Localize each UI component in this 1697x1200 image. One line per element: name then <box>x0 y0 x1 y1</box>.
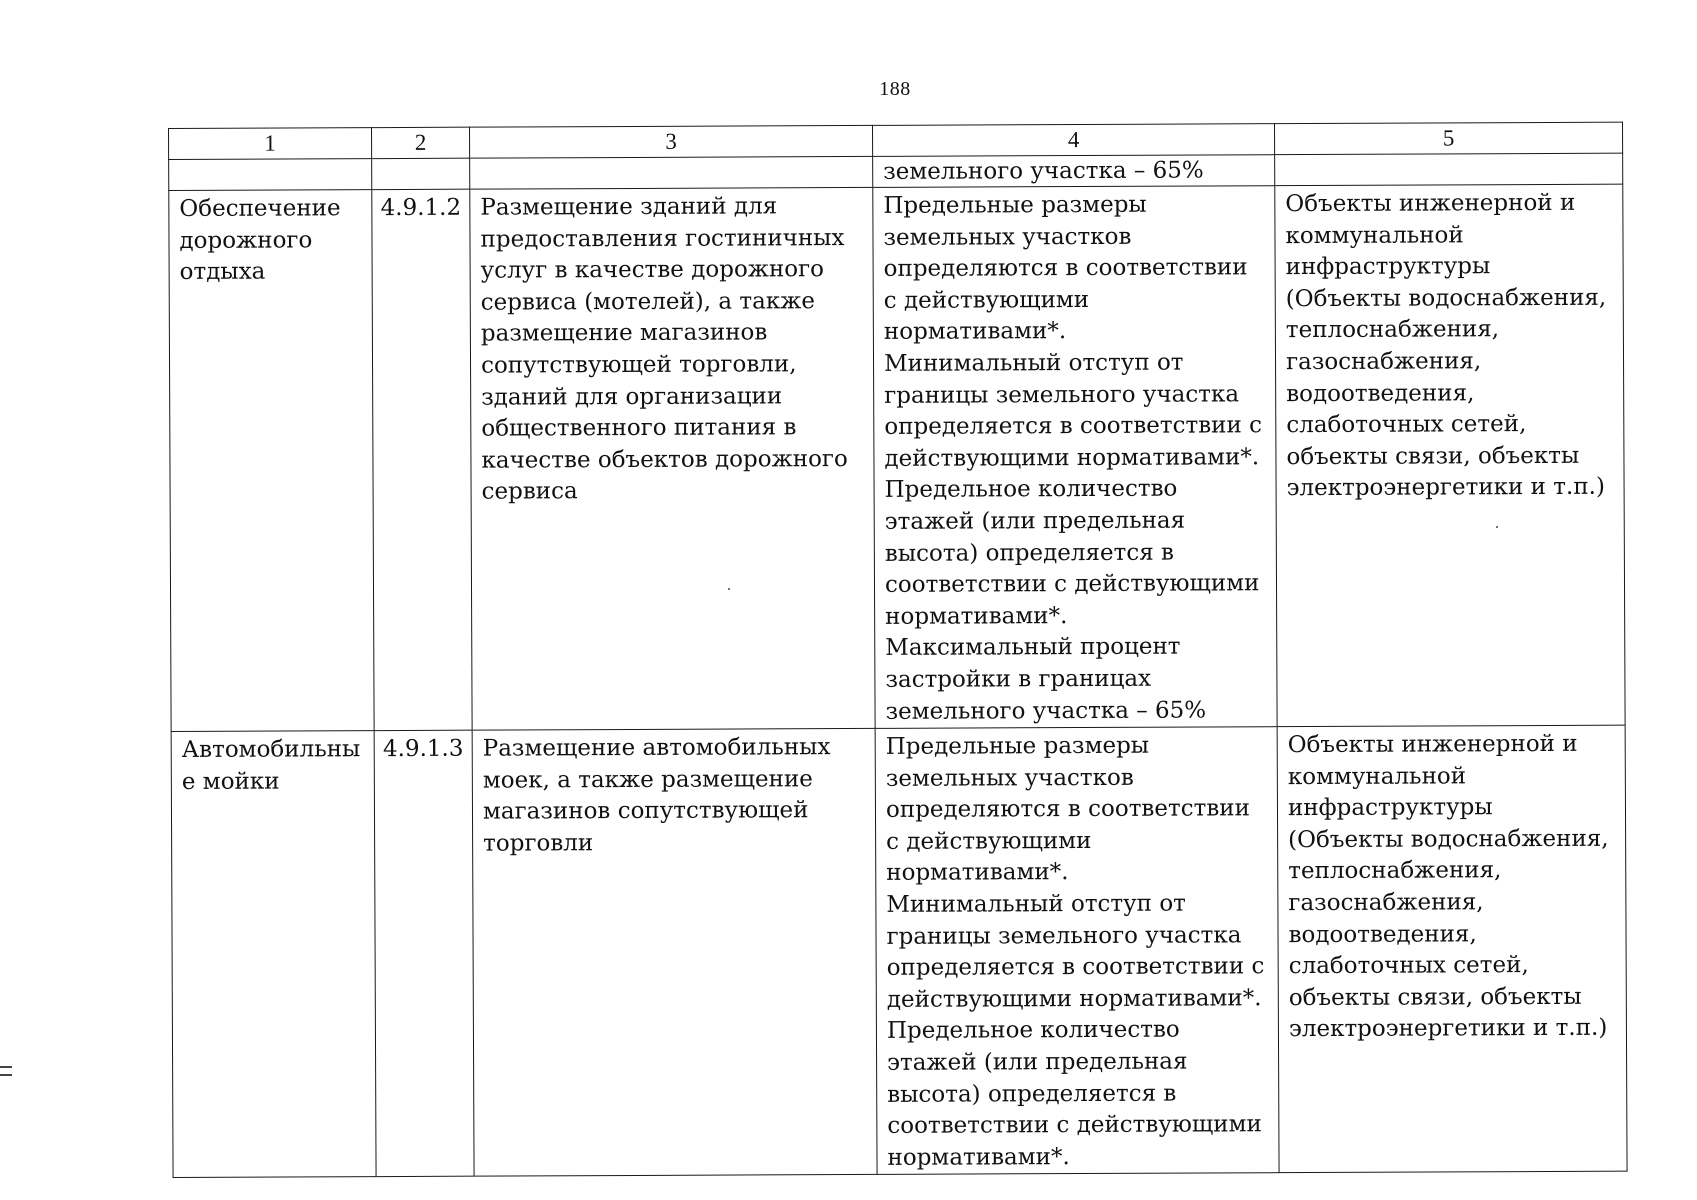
cell-description: Размещение зданий для предоставления гостиничных услуг в качестве дорожного сервиса (мотелей), а также размещение магазинов сопутствующей торговли, зданий для организации общественного питания в качестве объектов дорожного сервиса <box>470 187 875 730</box>
land-use-table <box>168 122 1628 1179</box>
cell-code <box>372 158 470 189</box>
cell-auxiliary: Объекты инженерной и коммунальной инфраструктуры (Объекты водоснабжения, теплоснабжения, газоснабжения, водоотведения, слаботочных сетей, объекты связи, объекты электроэнергетики и т.п.) <box>1275 184 1625 727</box>
cell-code: 4.9.1.3 <box>374 730 474 1177</box>
cell-code: 4.9.1.2 <box>372 189 472 731</box>
cell-parameters: земельного участка – 65% <box>873 155 1275 188</box>
column-header-1: 1 <box>169 128 372 160</box>
column-header-5: 5 <box>1274 122 1622 155</box>
column-header-3: 3 <box>469 125 872 158</box>
cell-parameters: Предельные размеры земельных участков определяются в соответствии с действующими нормативами*. Минимальный отступ от границы земельного участка определяется в соответствии с действующими нормативами*. Предельное количество этажей (или предельная высота) определяется в соответствии с действующими нормативами*. <box>875 727 1279 1175</box>
page-number: 188 <box>879 78 911 100</box>
cell-description: Размещение автомобильных моек, а также размещение магазинов сопутствующей торговли <box>472 729 877 1177</box>
cell-auxiliary: Объекты инженерной и коммунальной инфраструктуры (Объекты водоснабжения, теплоснабжения, газоснабжения, водоотведения, слаботочных сетей, объекты связи, объекты электроэнергетики и т.п.) <box>1277 725 1627 1173</box>
column-header-4: 4 <box>872 124 1274 157</box>
table-row <box>171 725 1627 1178</box>
cell-name: Обеспечение дорожного отдыха <box>169 190 374 732</box>
scan-speck <box>728 588 730 590</box>
cell-name <box>169 159 372 191</box>
margin-mark <box>0 1066 12 1068</box>
margin-marks <box>0 1066 12 1082</box>
cell-parameters: Предельные размеры земельных участков определяются в соответствии с действующими нормативами*. Минимальный отступ от границы земельного участка определяется в соответствии с действующими нормативами*. Предельное количество этажей (или предельная высота) определяется в соответствии с действующими нормативами*. Максимальный процент застройки в границах земельного участка – 65% <box>873 186 1277 729</box>
column-header-2: 2 <box>372 127 470 158</box>
cell-name: Автомобильные мойки <box>171 731 376 1178</box>
scan-speck <box>1496 526 1498 528</box>
margin-mark <box>0 1074 12 1076</box>
cell-description <box>470 156 873 189</box>
cell-auxiliary <box>1275 153 1623 186</box>
table-row <box>169 184 1625 731</box>
